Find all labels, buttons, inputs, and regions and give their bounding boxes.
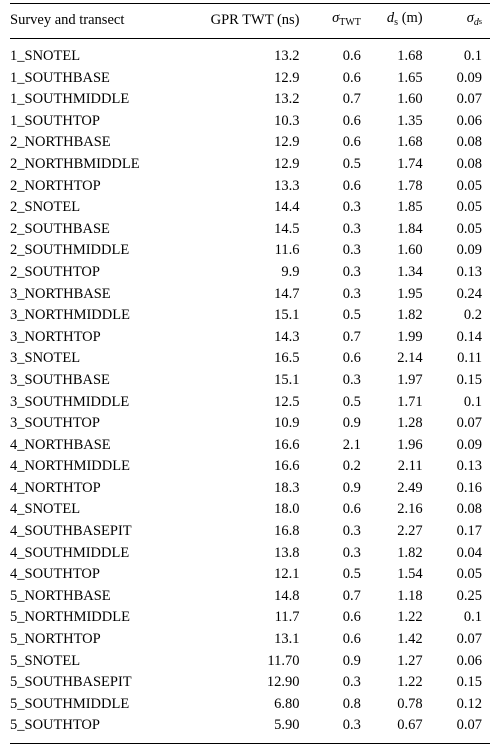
- cell-sigma-twt: 0.6: [342, 501, 361, 518]
- cell-ds: 1.82: [397, 544, 423, 561]
- cell-twt: 16.6: [274, 458, 300, 475]
- cell-ds: 1.78: [397, 177, 423, 194]
- cell-survey: 3_SNOTEL: [10, 350, 81, 367]
- cell-sigma-ds: 0.09: [456, 242, 482, 259]
- table-row: [10, 327, 490, 349]
- cell-ds: 2.14: [397, 350, 423, 367]
- cell-sigma-twt: 0.5: [342, 155, 361, 172]
- cell-sigma-ds: 0.04: [456, 544, 482, 561]
- header-sigma-twt: [300, 4, 361, 39]
- cell-survey: 3_SOUTHBASE: [10, 371, 110, 388]
- cell-survey: 5_NORTHMIDDLE: [10, 609, 130, 626]
- table-row: [10, 219, 490, 241]
- cell-survey: 5_NORTHBASE: [10, 587, 111, 604]
- cell-survey: 1_SOUTHMIDDLE: [10, 91, 130, 108]
- cell-sigma-ds: 0.09: [456, 69, 482, 86]
- cell-ds: 1.60: [397, 242, 423, 259]
- cell-sigma-ds: 0.13: [456, 263, 482, 280]
- cell-ds: 2.49: [397, 479, 423, 496]
- cell-sigma-ds: 0.08: [456, 134, 482, 151]
- cell-survey: 4_SNOTEL: [10, 501, 81, 518]
- table-row: [10, 478, 490, 500]
- cell-survey: 1_SOUTHTOP: [10, 112, 100, 129]
- cell-sigma-twt: 0.9: [342, 652, 361, 669]
- cell-twt: 14.8: [274, 587, 300, 604]
- cell-twt: 14.7: [274, 285, 300, 302]
- cell-sigma-ds: 0.08: [456, 501, 482, 518]
- table-row: [10, 543, 490, 565]
- cell-twt: 13.3: [274, 177, 300, 194]
- cell-sigma-ds: 0.06: [456, 652, 482, 669]
- header-sigma-twt-subscript: TWT: [339, 17, 361, 29]
- cell-survey: 3_NORTHMIDDLE: [10, 307, 130, 324]
- cell-survey: 4_SOUTHMIDDLE: [10, 544, 130, 561]
- cell-sigma-twt: 0.6: [342, 69, 361, 86]
- cell-twt: 12.9: [274, 155, 300, 172]
- table-row: [10, 435, 490, 457]
- table-row: [10, 176, 490, 198]
- cell-sigma-twt: 0.6: [342, 48, 361, 64]
- cell-survey: 2_SOUTHBASE: [10, 220, 110, 237]
- table-row: [10, 284, 490, 306]
- cell-twt: 13.2: [274, 91, 300, 108]
- cell-sigma-twt: 0.7: [342, 91, 361, 108]
- cell-survey: 1_SNOTEL: [10, 48, 81, 64]
- cell-ds: 1.97: [397, 371, 423, 388]
- cell-twt: 16.5: [274, 350, 300, 367]
- cell-sigma-twt: 0.5: [342, 393, 361, 410]
- cell-sigma-ds: 0.05: [456, 566, 482, 583]
- cell-sigma-twt: 0.3: [342, 523, 361, 540]
- table-row: [10, 262, 490, 284]
- cell-sigma-twt: 0.3: [342, 674, 361, 691]
- cell-ds: 0.67: [361, 715, 423, 743]
- cell-sigma-ds: 0.05: [456, 177, 482, 194]
- cell-twt: 13.2: [274, 48, 300, 64]
- cell-survey: 3_SOUTHMIDDLE: [10, 393, 130, 410]
- cell-sigma-ds: 0.25: [456, 587, 482, 604]
- table-row: [10, 672, 490, 694]
- cell-twt: 16.8: [274, 523, 300, 540]
- cell-ds: 0.78: [397, 695, 423, 712]
- cell-sigma-twt: 0.6: [342, 631, 361, 648]
- cell-sigma-twt: 0.2: [342, 458, 361, 475]
- table-row: [10, 370, 490, 392]
- cell-twt: 12.90: [266, 674, 300, 691]
- cell-sigma-ds: 0.05: [456, 220, 482, 237]
- header-sigma-ds-subsubscript: s: [478, 17, 482, 27]
- cell-sigma-ds: 0.11: [457, 350, 482, 367]
- cell-ds: 1.22: [397, 674, 423, 691]
- cell-twt: 13.1: [274, 631, 300, 648]
- cell-twt: 16.6: [274, 436, 300, 453]
- cell-sigma-twt: 0.3: [342, 199, 361, 216]
- cell-twt: 12.5: [274, 393, 300, 410]
- cell-sigma-ds: 0.1: [463, 609, 482, 626]
- cell-survey: 4_NORTHTOP: [10, 479, 101, 496]
- table-row: [10, 629, 490, 651]
- cell-twt: 12.1: [274, 566, 300, 583]
- cell-twt: 13.8: [274, 544, 300, 561]
- cell-survey: 1_SOUTHBASE: [10, 69, 110, 86]
- cell-twt: 11.6: [274, 242, 300, 259]
- cell-survey: 2_NORTHBMIDDLE: [10, 155, 140, 172]
- cell-sigma-ds: 0.13: [456, 458, 482, 475]
- cell-ds: 1.54: [397, 566, 423, 583]
- cell-sigma-twt: 0.6: [342, 177, 361, 194]
- table-row: [10, 197, 490, 219]
- cell-survey: 3_NORTHTOP: [10, 328, 101, 345]
- cell-twt: 14.5: [274, 220, 300, 237]
- cell-sigma-twt: 0.9: [342, 479, 361, 496]
- table-row: [10, 111, 490, 133]
- table-row: [10, 68, 490, 90]
- cell-ds: 2.27: [397, 523, 423, 540]
- cell-twt: 14.4: [274, 199, 300, 216]
- cell-ds: 1.84: [397, 220, 423, 237]
- header-sigma-twt-symbol: σ: [332, 10, 340, 27]
- cell-sigma-twt: 0.3: [342, 544, 361, 561]
- cell-sigma-ds: 0.09: [456, 436, 482, 453]
- cell-ds: 1.34: [397, 263, 423, 280]
- cell-sigma-ds: 0.12: [456, 695, 482, 712]
- cell-ds: 1.74: [397, 155, 423, 172]
- cell-sigma-ds: 0.07: [423, 715, 490, 743]
- header-survey-label: Survey and transect: [10, 12, 125, 29]
- cell-survey: 5_SNOTEL: [10, 652, 81, 669]
- cell-survey: 5_SOUTHTOP: [10, 715, 188, 743]
- table-body: [10, 39, 490, 744]
- cell-twt: 14.3: [274, 328, 300, 345]
- header-twt: [188, 4, 300, 39]
- cell-sigma-ds: 0.24: [456, 285, 482, 302]
- cell-sigma-ds: 0.16: [456, 479, 482, 496]
- cell-survey: 3_NORTHBASE: [10, 285, 111, 302]
- header-ds: [361, 4, 423, 39]
- cell-sigma-twt: 0.8: [342, 695, 361, 712]
- table-row: [10, 651, 490, 673]
- table-row: [10, 132, 490, 154]
- cell-ds: 1.60: [397, 91, 423, 108]
- cell-sigma-twt: 0.6: [342, 134, 361, 151]
- header-ds-unit: (m): [398, 10, 423, 27]
- cell-twt: 5.90: [188, 715, 300, 743]
- cell-ds: 2.11: [397, 458, 423, 475]
- cell-twt: 15.1: [274, 371, 300, 388]
- cell-sigma-twt: 0.6: [342, 609, 361, 626]
- cell-twt: 18.0: [274, 501, 300, 518]
- cell-twt: 12.9: [274, 69, 300, 86]
- table-row: [10, 240, 490, 262]
- cell-sigma-twt: 0.3: [342, 220, 361, 237]
- cell-ds: 1.82: [397, 307, 423, 324]
- cell-twt: 11.70: [267, 652, 300, 669]
- cell-survey: 2_NORTHTOP: [10, 177, 101, 194]
- cell-sigma-ds: 0.17: [456, 523, 482, 540]
- table-row: [10, 564, 490, 586]
- cell-survey: 2_NORTHBASE: [10, 134, 111, 151]
- cell-twt: 6.80: [274, 695, 300, 712]
- cell-sigma-twt: 0.3: [342, 263, 361, 280]
- cell-ds: 1.95: [397, 285, 423, 302]
- cell-survey: 4_NORTHMIDDLE: [10, 458, 130, 475]
- table-row: [10, 715, 490, 743]
- cell-twt: 15.1: [274, 307, 300, 324]
- header-row: [10, 4, 490, 39]
- cell-ds: 1.35: [397, 112, 423, 129]
- cell-sigma-ds: 0.2: [463, 307, 482, 324]
- cell-sigma-twt: 0.3: [342, 285, 361, 302]
- cell-survey: 5_NORTHTOP: [10, 631, 101, 648]
- cell-sigma-twt: 0.6: [342, 112, 361, 129]
- cell-ds: 1.65: [397, 69, 423, 86]
- table-row: [10, 586, 490, 608]
- cell-ds: 1.28: [397, 415, 423, 432]
- cell-ds: 1.68: [397, 134, 423, 151]
- cell-twt: 12.9: [274, 134, 300, 151]
- cell-sigma-ds: 0.07: [456, 91, 482, 108]
- cell-sigma-twt: 0.3: [342, 371, 361, 388]
- header-ds-symbol: d: [386, 10, 395, 27]
- header-twt-label: GPR TWT (ns): [210, 12, 300, 29]
- table-row: [10, 154, 490, 176]
- cell-sigma-ds: 0.06: [456, 112, 482, 129]
- header-sigma-ds-subscript: d: [473, 17, 479, 29]
- cell-sigma-twt: 0.5: [342, 307, 361, 324]
- cell-ds: 1.27: [397, 652, 423, 669]
- cell-ds: 1.99: [397, 328, 423, 345]
- cell-sigma-ds: 0.15: [456, 674, 482, 691]
- table-row: [10, 456, 490, 478]
- cell-ds: 1.71: [397, 393, 423, 410]
- cell-survey: 5_SOUTHBASEPIT: [10, 674, 132, 691]
- cell-sigma-twt: 0.3: [300, 715, 361, 743]
- data-table: [10, 3, 490, 744]
- cell-survey: 4_SOUTHBASEPIT: [10, 523, 132, 540]
- cell-ds: 1.22: [397, 609, 423, 626]
- cell-sigma-twt: 2.1: [342, 436, 361, 453]
- cell-twt: 9.9: [281, 263, 300, 280]
- table-row: [10, 89, 490, 111]
- table-row: [10, 348, 490, 370]
- cell-survey: 4_NORTHBASE: [10, 436, 111, 453]
- cell-sigma-twt: 0.7: [342, 587, 361, 604]
- header-survey: [10, 4, 188, 39]
- cell-twt: 11.7: [274, 609, 300, 626]
- header-ds-subscript: s: [394, 17, 399, 29]
- cell-sigma-twt: 0.5: [342, 566, 361, 583]
- cell-twt: 18.3: [274, 479, 300, 496]
- cell-sigma-ds: 0.15: [456, 371, 482, 388]
- cell-sigma-ds: 0.1: [463, 48, 482, 64]
- table-row: [10, 39, 490, 68]
- cell-survey: 4_SOUTHTOP: [10, 566, 100, 583]
- table-row: [10, 413, 490, 435]
- table-header: [10, 4, 490, 39]
- header-sigma-ds: [423, 4, 490, 39]
- cell-sigma-ds: 0.08: [456, 155, 482, 172]
- table-row: [10, 392, 490, 414]
- cell-sigma-twt: 0.7: [342, 328, 361, 345]
- cell-sigma-ds: 0.1: [463, 393, 482, 410]
- cell-sigma-ds: 0.14: [456, 328, 482, 345]
- table-row: [10, 607, 490, 629]
- cell-ds: 2.16: [397, 501, 423, 518]
- cell-survey: 3_SOUTHTOP: [10, 415, 100, 432]
- cell-sigma-ds: 0.07: [456, 631, 482, 648]
- cell-ds: 1.42: [397, 631, 423, 648]
- cell-ds: 1.68: [397, 48, 423, 64]
- table-row: [10, 499, 490, 521]
- table-row: [10, 694, 490, 716]
- table-row: [10, 521, 490, 543]
- cell-twt: 10.3: [274, 112, 300, 129]
- cell-sigma-ds: 0.07: [456, 415, 482, 432]
- cell-sigma-twt: 0.6: [342, 350, 361, 367]
- cell-sigma-twt: 0.3: [342, 242, 361, 259]
- cell-ds: 1.85: [397, 199, 423, 216]
- cell-survey: 2_SOUTHTOP: [10, 263, 100, 280]
- cell-ds: 1.96: [397, 436, 423, 453]
- cell-survey: 2_SOUTHMIDDLE: [10, 242, 130, 259]
- cell-sigma-twt: 0.9: [342, 415, 361, 432]
- header-sigma-ds-symbol: σ: [466, 10, 474, 27]
- cell-survey: 5_SOUTHMIDDLE: [10, 695, 130, 712]
- cell-ds: 1.18: [397, 587, 423, 604]
- cell-twt: 10.9: [274, 415, 300, 432]
- cell-survey: 2_SNOTEL: [10, 199, 81, 216]
- cell-sigma-ds: 0.05: [456, 199, 482, 216]
- table-row: [10, 305, 490, 327]
